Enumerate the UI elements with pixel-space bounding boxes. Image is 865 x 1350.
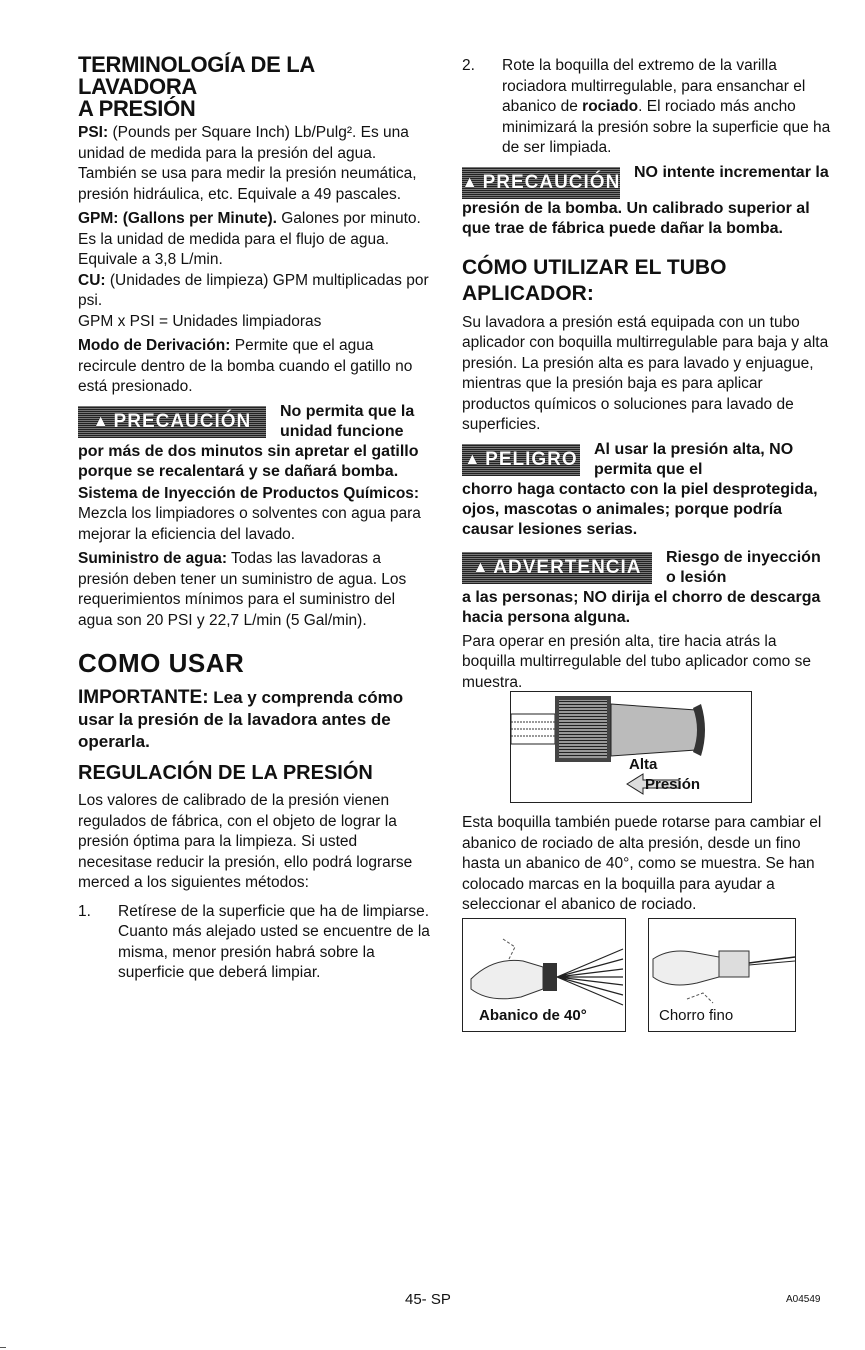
- important-note: [78, 687, 430, 753]
- step2-post: . El rociado más ancho minimizará la presión sobre la superficie que ha de ser limpiada.: [502, 98, 831, 156]
- warning-rest: a las personas; NO dirija el chorro de descarga hacia persona alguna.: [462, 588, 821, 626]
- def-gpm-label: GPM: (Gallons per Minute).: [78, 210, 277, 227]
- caution-2-rest: presión de la bomba. Un calibrado superior al que trae de fábrica puede dañar la bomba.: [462, 199, 810, 237]
- def-psi-text: (Pounds per Square Inch) Lb/Pulg². Es una unidad de medida para la presión del agua. También se usa para medir la presión neumática, presión hidráulica, etc. Equivale a 49 pascales.: [78, 124, 417, 203]
- operate-text: Para operar en presión alta, tire hacia atrás la boquilla multirregulable del tubo aplicador como se muestra.: [462, 632, 811, 691]
- warning-triangle-icon: ▲: [472, 558, 490, 576]
- list-item: [462, 56, 832, 159]
- def-gpm-text: Galones por minuto. Es la unidad de medida para el flujo de agua. Equivale a 3,8 L/min.: [78, 210, 421, 268]
- step2-pre: Rote la boquilla del extremo de la varilla rociadora multirregulable, para ensanchar el abanico de: [502, 57, 806, 115]
- warning-badge: [462, 552, 652, 584]
- warning-triangle-icon: ▲: [464, 450, 482, 468]
- regulation-text: Los valores de calibrado de la presión vienen regulados de fábrica, con el objeto de lograr la presión óptima para la limpieza. Si usted necesitase reducir la presión, ello podrá lograrse merced a los siguientes métodos:: [78, 792, 413, 891]
- applicator-text: Su lavadora a presión está equipada con un tubo aplicador con boquilla multirregulable para baja y alta presión. La presión alta es para lavado y enjuague, mientras que la presión baja es para aplicar productos químicos o soluciones para lavado de superficies.: [462, 313, 829, 433]
- terminology-title-line2: A PRESIÓN: [78, 96, 196, 121]
- caution-box-1: [78, 402, 430, 482]
- warning-box: [462, 548, 832, 628]
- left-column: [78, 52, 430, 988]
- def-water: [78, 549, 430, 631]
- important-keyword: IMPORTANTE:: [78, 687, 209, 708]
- warning-triangle-icon: ▲: [461, 173, 479, 191]
- def-chem-label: Sistema de Inyección de Productos Químicos:: [78, 484, 420, 502]
- step-text: Retírese de la superficie que ha de limpiarse. Cuanto más alejado usted se encuentre de la misma, menor presión habrá sobre la superficie que deberá limpiar.: [118, 902, 430, 981]
- regulation-steps: [78, 902, 430, 984]
- danger-badge: [462, 444, 580, 476]
- def-water-label: Suministro de agua:: [78, 550, 227, 567]
- danger-rest: chorro haga contacto con la piel desprotegida, ojos, mascotas o animales; porque podría causar lesiones serias.: [462, 480, 818, 538]
- spray-figures: [462, 918, 832, 1032]
- step-text: [502, 56, 832, 159]
- def-psi: [78, 123, 430, 205]
- page-number: 45- SP: [405, 1291, 451, 1308]
- step2-bold: rociado: [582, 98, 639, 115]
- nozzle-illustration: [511, 692, 751, 802]
- caution-1-rest: por más de dos minutos sin apretar el gatillo porque se recalentará y se dañará bomba.: [78, 442, 419, 480]
- def-cu: [78, 271, 430, 312]
- caution-badge: [78, 406, 266, 438]
- caution-badge-label: PRECAUCIÓN: [113, 410, 252, 432]
- def-cu-text: (Unidades de limpieza) GPM multiplicadas por psi.: [78, 271, 429, 309]
- warning-head: Riesgo de inyección o lesión: [666, 548, 821, 586]
- corner-mark: [0, 1347, 6, 1348]
- list-item: [78, 902, 430, 984]
- def-bypass-text: Permite que el agua recircule dentro de la bomba cuando el gatillo no está presionado.: [78, 337, 413, 395]
- step-number: 2.: [462, 57, 475, 74]
- caution-badge: [462, 167, 620, 199]
- danger-badge-label: PELIGRO: [485, 448, 578, 470]
- terminology-title-line1: TERMINOLOGÍA DE LA LAVADORA: [78, 52, 315, 99]
- como-usar-title: COMO USAR: [78, 648, 245, 678]
- figure-caption-presion: Presión: [645, 776, 701, 793]
- terminology-title: [78, 54, 430, 120]
- document-code: A04549: [786, 1294, 821, 1305]
- danger-head: Al usar la presión alta, NO permita que el: [594, 440, 794, 478]
- regulation-title: REGULACIÓN DE LA PRESIÓN: [78, 762, 373, 784]
- def-chem: [78, 484, 430, 546]
- caution-1-head: No permita que la unidad funcione: [280, 402, 415, 440]
- figure-caption-alta: Alta: [629, 756, 658, 773]
- danger-box: [462, 440, 832, 540]
- caution-badge-label: PRECAUCIÓN: [482, 171, 621, 193]
- def-bypass: [78, 336, 430, 398]
- figure-fan-40: [462, 918, 626, 1032]
- applicator-title: CÓMO UTILIZAR EL TUBO APLICADOR:: [462, 255, 727, 305]
- figure-caption-fan: Abanico de 40°: [479, 1006, 587, 1024]
- right-column: [462, 52, 832, 1032]
- regulation-steps-continued: [462, 56, 832, 159]
- cu-formula: GPM x PSI = Unidades limpiadoras: [78, 312, 322, 330]
- important-text: Lea y comprenda cómo usar la presión de la lavadora antes de operarla.: [78, 688, 404, 751]
- def-psi-label: PSI:: [78, 124, 109, 141]
- warning-badge-label: ADVERTENCIA: [493, 556, 642, 578]
- def-cu-label: CU:: [78, 271, 106, 289]
- def-water-text: Todas las lavadoras a presión deben tener un suministro de agua. Los requerimientos mínimos para el suministro del agua son 20 PSI y 22,7 L/min (5 Gal/min).: [78, 550, 407, 629]
- def-bypass-label: Modo de Derivación:: [78, 337, 231, 354]
- step-number: 1.: [78, 902, 91, 920]
- figure-fine-jet: [648, 918, 796, 1032]
- warning-triangle-icon: ▲: [92, 412, 110, 430]
- rotate-text: Esta boquilla también puede rotarse para cambiar el abanico de rociado de alta presión, desde un fino hasta un abanico de 40°, como se muestra. Se han colocado marcas en la boquilla para ayudar a seleccionar el abanico de rociado.: [462, 814, 822, 913]
- def-chem-text: Mezcla los limpiadores o solventes con agua para mejorar la eficiencia del lavado.: [78, 505, 421, 543]
- figure-caption-jet: Chorro fino: [659, 1006, 734, 1024]
- caution-2-head: NO intente incrementar la: [634, 163, 829, 181]
- caution-box-2: [462, 163, 832, 239]
- def-gpm: [78, 209, 430, 271]
- figure-high-pressure: [510, 691, 752, 803]
